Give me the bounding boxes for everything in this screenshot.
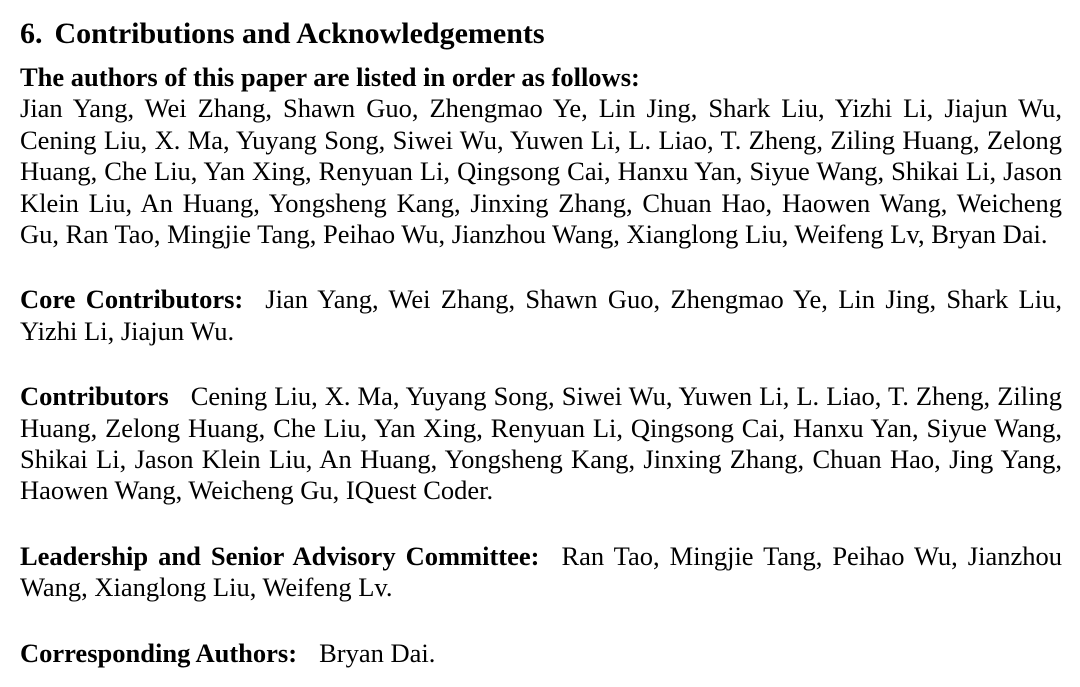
core-contributors-paragraph xyxy=(20,284,1062,347)
contributors-paragraph xyxy=(20,381,1062,507)
leadership-label: Leadership and Senior Advisory Committee: xyxy=(20,540,540,571)
section-number: 6. xyxy=(20,17,43,50)
core-contributors-label: Core Contributors: xyxy=(20,284,244,315)
author-order-intro: The authors of this paper are listed in order as follows: xyxy=(20,62,640,92)
corresponding-authors-label: Corresponding Authors: xyxy=(20,637,298,668)
author-order-names: Jian Yang, Wei Zhang, Shawn Guo, Zhengmao Ye, Lin Jing, Shark Liu, Yizhi Li, Jiajun Wu, Cening Liu, X. Ma, Yuyang Song, Siwei Wu, Yuwen Li, L. Liao, T. Zheng, Ziling Huang, Zelong Huang, Che Liu, Yan Xing, Renyuan Li, Qingsong Cai, Hanxu Yan, Siyue Wang, Shikai Li, Jason Klein Liu, An Huang, Yongsheng Kang, Jinxing Zhang, Chuan Hao, Haowen Wang, Weicheng Gu, Ran Tao, Mingjie Tang, Peihao Wu, Jianzhou Wang, Xianglong Liu, Weifeng Lv, Bryan Dai. xyxy=(20,93,1062,250)
author-order-block xyxy=(20,62,1062,250)
section-heading xyxy=(20,14,1062,54)
corresponding-authors-names: Bryan Dai. xyxy=(319,637,436,668)
contributors-label: Contributors xyxy=(20,381,169,412)
corresponding-authors-paragraph xyxy=(20,638,1062,669)
leadership-paragraph xyxy=(20,541,1062,604)
section-title: Contributions and Acknowledgements xyxy=(54,17,545,50)
contributors-names: Cening Liu, X. Ma, Yuyang Song, Siwei Wu, Yuwen Li, L. Liao, T. Zheng, Ziling Huang, Zelong Huang, Che Liu, Yan Xing, Renyuan Li, Qingsong Cai, Hanxu Yan, Siyue Wang, Shikai Li, Jason Klein Liu, An Huang, Yongsheng Kang, Jinxing Zhang, Chuan Hao, Jing Yang, Haowen Wang, Weicheng Gu, IQuest Coder. xyxy=(20,381,1062,506)
leadership-names: Ran Tao, Mingjie Tang, Peihao Wu, Jianzhou Wang, Xianglong Liu, Weifeng Lv. xyxy=(20,540,1062,603)
core-contributors-names: Jian Yang, Wei Zhang, Shawn Guo, Zhengmao Ye, Lin Jing, Shark Liu, Yizhi Li, Jiajun Wu. xyxy=(20,284,1062,346)
